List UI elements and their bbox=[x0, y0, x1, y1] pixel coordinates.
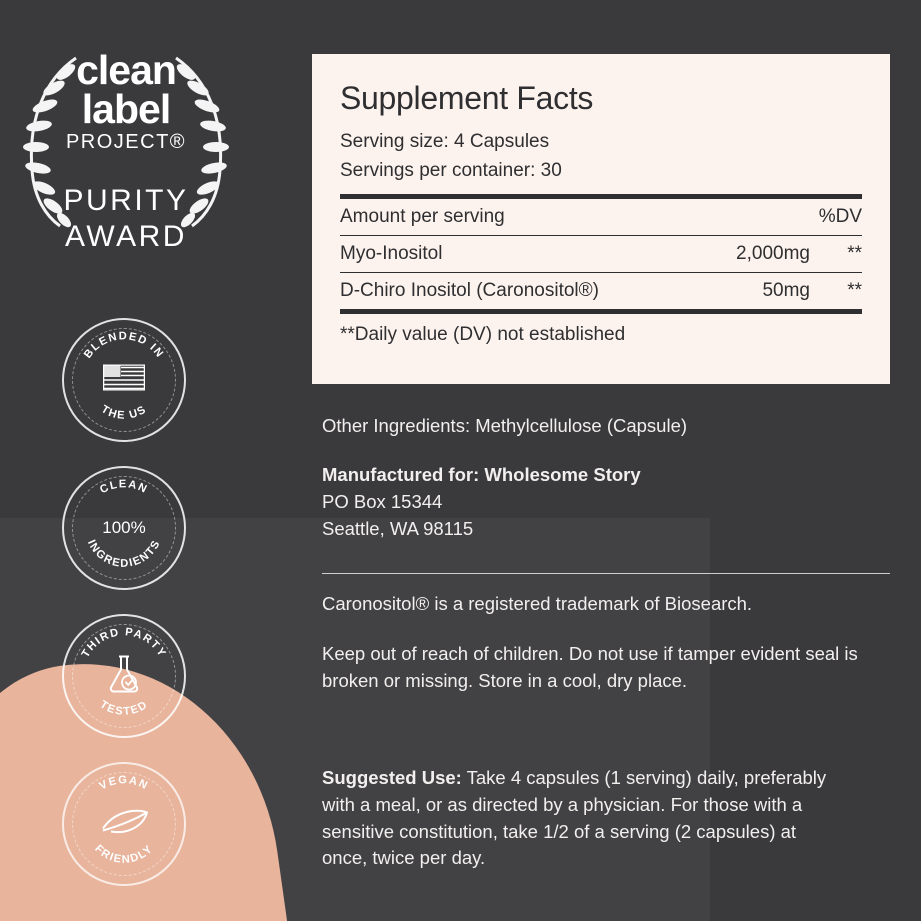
ingredient-amount: 2,000mg bbox=[736, 242, 810, 264]
badge-center bbox=[64, 652, 184, 701]
ingredient-amount: 50mg bbox=[762, 279, 810, 301]
suggested-use-block bbox=[322, 765, 842, 872]
table-row bbox=[340, 236, 862, 272]
manufacturer-name: Wholesome Story bbox=[484, 464, 641, 485]
badge-bottom-label: FRIENDLY bbox=[92, 842, 156, 866]
badge-vegan-friendly bbox=[62, 762, 186, 886]
svg-text:FRIENDLY bbox=[92, 843, 155, 866]
manufacturer-address-2: Seattle, WA 98115 bbox=[322, 517, 474, 539]
leaf-icon bbox=[97, 805, 151, 839]
svg-text:VEGAN bbox=[97, 774, 150, 792]
logo-line-project: PROJECT® bbox=[65, 130, 187, 153]
badge-top-label: BLENDED IN bbox=[81, 330, 167, 361]
warning-text: Keep out of reach of children. Do not use if tamper evident seal is broken or missing. Store in a cool, dry place. bbox=[322, 643, 858, 691]
section-divider bbox=[322, 573, 890, 574]
manufacturer-block bbox=[322, 462, 882, 542]
badge-center bbox=[64, 365, 184, 396]
badge-clean-ingredients bbox=[62, 466, 186, 590]
manufacturer-line bbox=[322, 462, 882, 489]
svg-text:TESTED bbox=[98, 699, 151, 718]
ingredient-name: Myo-Inositol bbox=[340, 242, 443, 264]
badge-bottom-label: THE US bbox=[98, 403, 149, 422]
trademark-note: Caronositol® is a registered trademark of Biosearch. bbox=[322, 593, 753, 614]
badge-center bbox=[64, 805, 184, 844]
badge-bottom-label: TESTED bbox=[97, 698, 151, 718]
facts-header-row bbox=[340, 199, 862, 235]
other-ingredients: Other Ingredients: Methylcellulose (Capsule) bbox=[322, 415, 688, 436]
ingredient-name: D-Chiro Inositol (Caronositol®) bbox=[340, 279, 599, 301]
svg-text:INGREDIENTS bbox=[85, 538, 163, 570]
logo-line-clean: clean bbox=[76, 47, 176, 93]
flag-icon bbox=[103, 365, 145, 391]
daily-value-footnote: **Daily value (DV) not established bbox=[340, 323, 626, 345]
logo-line-purity: PURITY bbox=[63, 183, 189, 217]
amount-per-serving-header: Amount per serving bbox=[340, 205, 505, 227]
badge-top-label: THIRD PARTY bbox=[79, 626, 169, 660]
badge-center-text: 100% bbox=[102, 518, 146, 537]
badge-bottom-label: INGREDIENTS bbox=[85, 537, 164, 570]
ingredient-dv: ** bbox=[847, 242, 862, 264]
manufacturer-address-1: PO Box 15344 bbox=[322, 490, 443, 512]
svg-text:BLENDED IN bbox=[82, 330, 166, 360]
supplement-facts-panel bbox=[312, 54, 890, 384]
supplement-facts-title: Supplement Facts bbox=[340, 80, 594, 116]
ingredient-dv: ** bbox=[847, 279, 862, 301]
suggested-use-text: Take 4 capsules (1 serving) daily, preferably with a meal, or as directed by a physician. For those with a sensitive constitution, take 1/2 of a serving (2 capsules) at once, twice per day. bbox=[322, 767, 827, 869]
dv-header: %DV bbox=[818, 205, 862, 227]
flask-icon bbox=[102, 652, 146, 696]
table-row bbox=[340, 273, 862, 309]
servings-per-container: Servings per container: 30 bbox=[340, 160, 562, 182]
badge-top-label: CLEAN bbox=[98, 478, 150, 497]
logo-line-label: label bbox=[81, 85, 171, 132]
manufacturer-label: Manufactured for: bbox=[322, 464, 480, 485]
badge-top-label: VEGAN bbox=[97, 774, 151, 793]
svg-text:THE US bbox=[99, 403, 149, 422]
serving-size: Serving size: 4 Capsules bbox=[340, 131, 550, 152]
badge-column bbox=[0, 0, 250, 921]
badge-blended-in-the-us bbox=[62, 318, 186, 442]
logo-line-award: AWARD bbox=[65, 219, 187, 253]
svg-text:CLEAN bbox=[98, 478, 150, 496]
clean-label-project-logo bbox=[12, 28, 240, 286]
badge-third-party-tested bbox=[62, 614, 186, 738]
suggested-use-label: Suggested Use: bbox=[322, 767, 462, 788]
